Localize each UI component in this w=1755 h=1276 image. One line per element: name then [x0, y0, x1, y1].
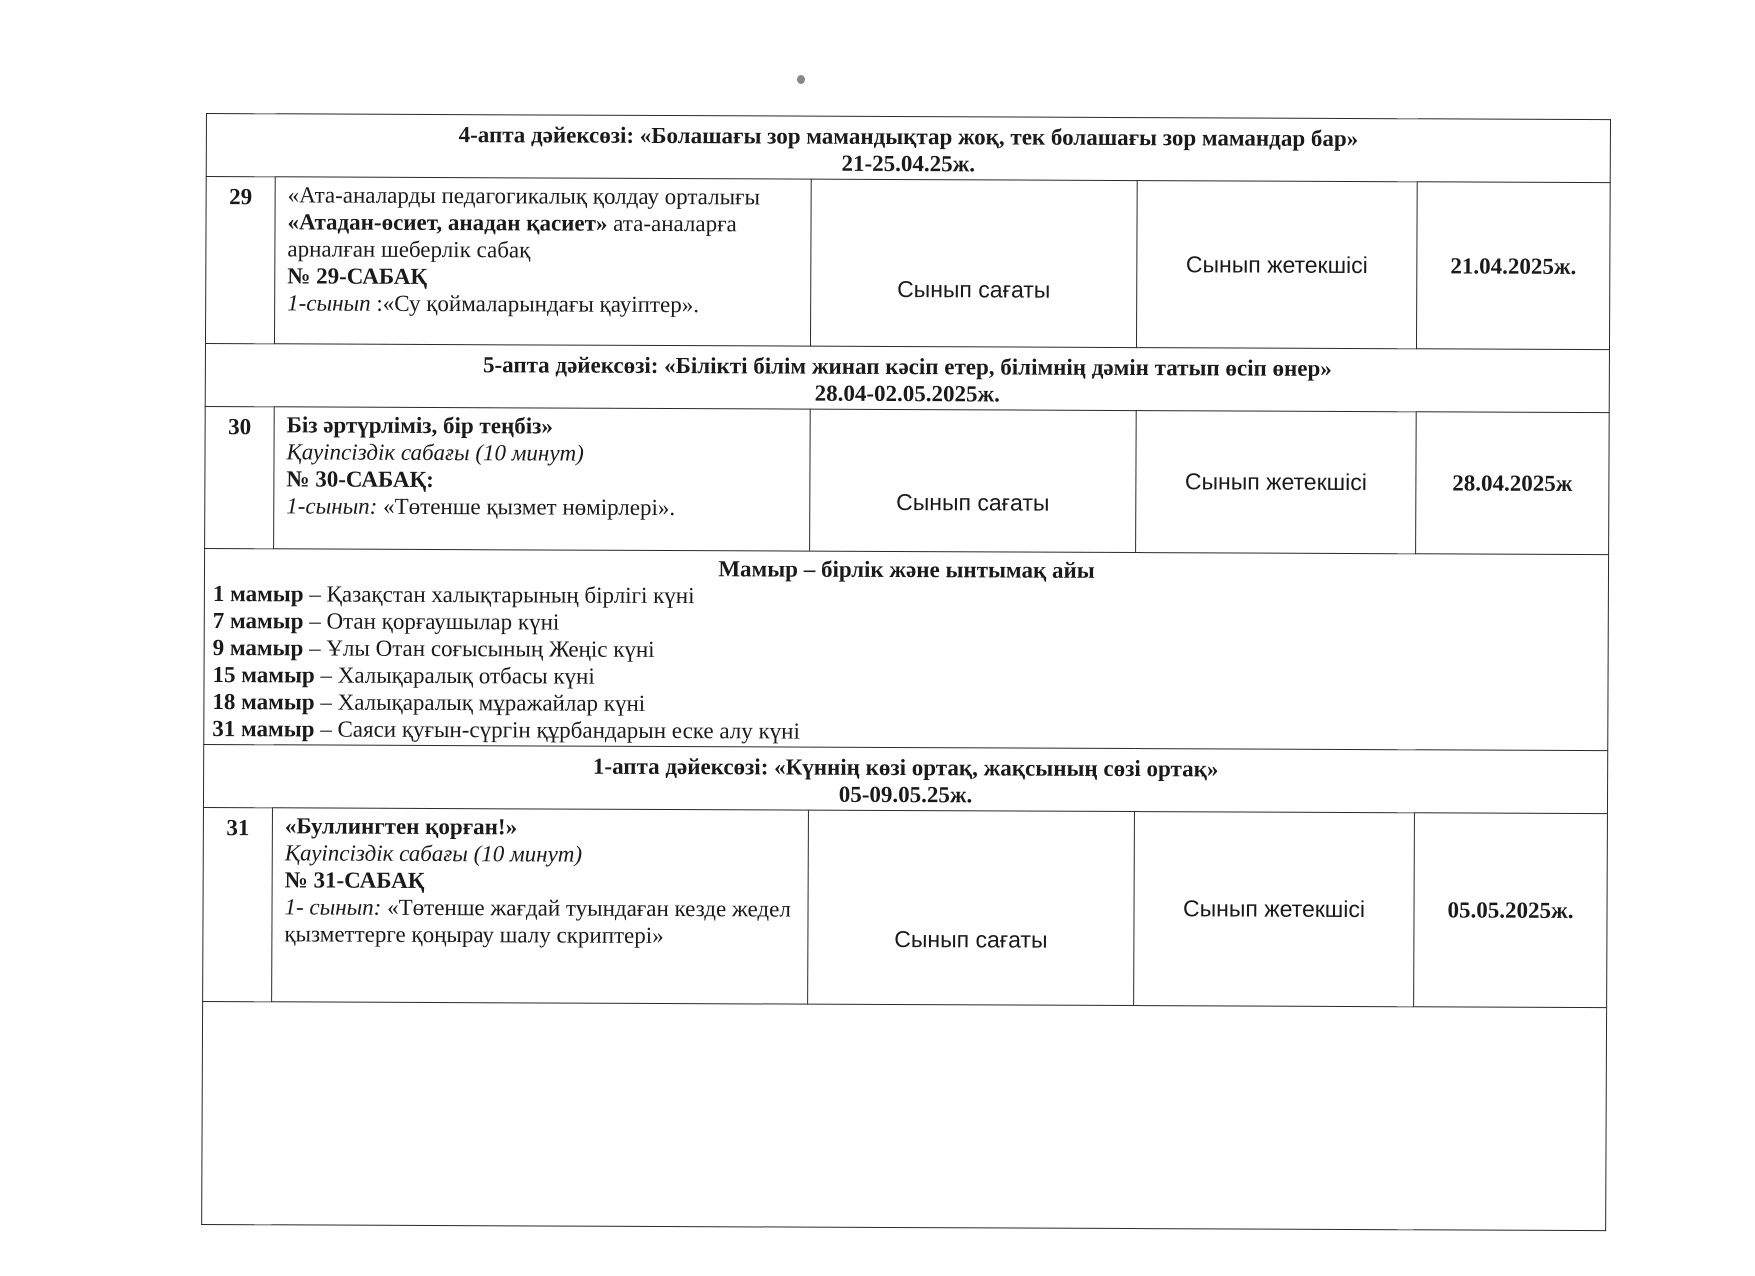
- safety-lesson: Қауіпсіздік сабағы (10 минут): [286, 439, 584, 466]
- may-day: 7 мамыр: [212, 608, 304, 634]
- row-number: 29: [205, 177, 275, 344]
- week5-header: [205, 344, 1609, 413]
- event-date: 05.05.2025ж.: [1414, 813, 1608, 1008]
- week1-motto: 1-апта дәйексөзі: «Күннің көзі ортақ, жақсының сөзі ортақ»: [592, 753, 1219, 782]
- grade-label: 1-сынып: [287, 290, 371, 316]
- may-text: – Халықаралық мұражайлар күні: [314, 689, 646, 716]
- scan-speck: [797, 75, 805, 84]
- week4-motto: 4-апта дәйексөзі: «Болашағы зор мамандықтар жоқ, тек болашағы зор мамандар бар»: [458, 122, 1359, 152]
- week5-header-row: [205, 344, 1609, 413]
- event-form: Сынып сағаты: [810, 409, 1137, 552]
- week1-header-row: [203, 744, 1607, 813]
- lesson-number: № 29-САБАҚ: [287, 263, 428, 289]
- table-row-31: [203, 807, 1608, 1007]
- row-description: [274, 177, 811, 346]
- desc-line: «Ата-аналарды педагогикалық қолдау орталығы: [287, 182, 761, 210]
- week1-dates: 05-09.05.25ж.: [838, 781, 973, 808]
- grade-label: 1-сынып:: [286, 493, 378, 519]
- lesson-topic: [287, 289, 802, 318]
- week4-header-row: [206, 114, 1610, 183]
- responsible: Сынып жетекшісі: [1134, 812, 1415, 1007]
- desc-line: арналған шеберлік сабақ: [287, 236, 531, 263]
- row-number: 31: [203, 807, 273, 1001]
- desc-text: ата-аналарға: [607, 210, 737, 237]
- may-section: [204, 548, 1609, 750]
- week5-dates: 28.04-02.05.2025ж.: [814, 380, 1001, 407]
- topic-text: «Төтенше қызмет нөмірлері».: [377, 493, 676, 521]
- may-text: – Халықаралық отбасы күні: [314, 662, 595, 689]
- topic-text: «Төтенше жағдай туындаған кезде жедел қызметтерге қоңырау шалу скриптері»: [284, 894, 791, 949]
- table-row-30: [205, 406, 1610, 554]
- table-row-29: [205, 177, 1610, 350]
- grade-label: 1- сынып:: [284, 894, 382, 920]
- may-item: [212, 715, 1599, 748]
- responsible: Сынып жетекшісі: [1136, 181, 1417, 349]
- event-title: «Буллингтен қорған!»: [284, 813, 518, 840]
- lesson-number: № 31-САБАҚ: [284, 867, 425, 893]
- topic-text: :«Су қоймаларындағы қауіптер».: [370, 290, 700, 318]
- lesson-topic: [284, 893, 799, 949]
- week1-header: [203, 744, 1607, 813]
- responsible: Сынып жетекшісі: [1136, 411, 1417, 554]
- may-day: 31 мамыр: [212, 716, 315, 742]
- may-text: – Ұлы Отан соғысының Жеңіс күні: [303, 635, 655, 662]
- may-text: – Отан қорғаушылар күні: [303, 608, 560, 635]
- event-form: Сынып сағаты: [810, 179, 1137, 347]
- event-date: 28.04.2025ж: [1416, 412, 1610, 555]
- empty-cell: [202, 1001, 1607, 1230]
- week4-dates: 21-25.04.25ж.: [841, 150, 976, 177]
- may-text: – Саяси қуғын-сүргін құрбандарын еске алу күні: [314, 716, 800, 744]
- safety-lesson: Қауіпсіздік сабағы (10 минут): [284, 840, 583, 867]
- event-form: Сынып сағаты: [808, 810, 1135, 1005]
- lesson-number: № 30-САБАҚ:: [286, 466, 434, 492]
- empty-row: [202, 1001, 1607, 1230]
- may-text: – Қазақстан халықтарының бірлігі күні: [303, 581, 695, 609]
- week5-motto: 5-апта дәйексөзі: «Білікті білім жинап кәсіп етер, білімнің дәмін татып өсіп өнер»: [482, 352, 1332, 381]
- event-date: 21.04.2025ж.: [1416, 182, 1610, 350]
- lesson-topic: [286, 492, 801, 521]
- may-title: Мамыр – бірлік және ынтымақ айы: [718, 556, 1095, 583]
- row-description: [274, 407, 811, 551]
- may-day: 15 мамыр: [212, 662, 315, 688]
- may-day: 18 мамыр: [212, 689, 315, 715]
- row-description: [272, 808, 809, 1004]
- event-title: «Атадан-өсиет, анадан қасиет»: [287, 209, 608, 236]
- may-section-row: [204, 548, 1609, 750]
- event-title: Біз әртүрліміз, бір теңбіз»: [286, 412, 553, 439]
- plan-table: [201, 113, 1611, 1231]
- week4-header: [206, 114, 1610, 183]
- may-day: 9 мамыр: [212, 635, 304, 661]
- may-day: 1 мамыр: [212, 581, 304, 607]
- row-number: 30: [205, 406, 275, 548]
- desc-line: [287, 208, 802, 237]
